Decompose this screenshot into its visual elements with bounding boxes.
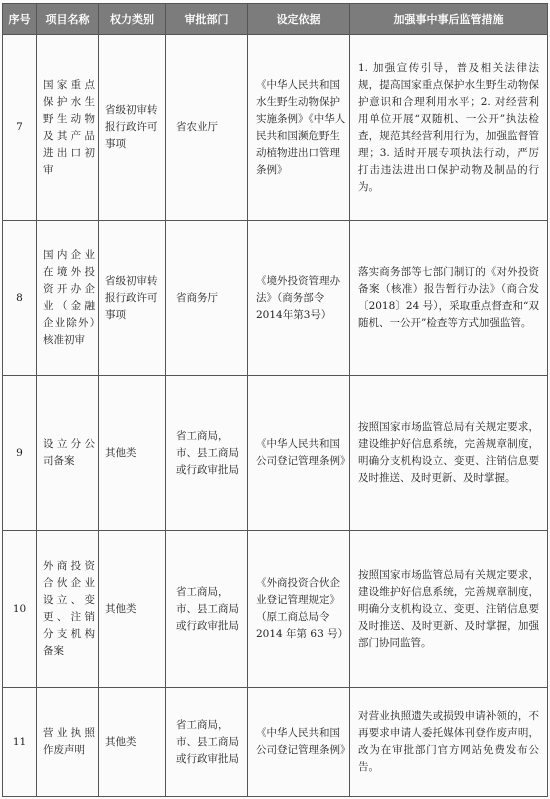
- row-approval-department: 省商务厅: [166, 221, 248, 376]
- row-serial-number: 9: [3, 376, 37, 531]
- header-serial-number: 序号: [3, 4, 37, 35]
- table-header-row: [3, 4, 548, 35]
- row-power-category: 省级初审转报行政许可事项: [99, 35, 166, 221]
- header-approval-department: 审批部门: [166, 4, 248, 35]
- header-power-category: 权力类别: [99, 4, 166, 35]
- row-approval-department: 省农业厅: [166, 35, 248, 221]
- table-row: [3, 35, 548, 221]
- row-approval-department: 省工商局，市、县工商局或行政审批局: [166, 376, 248, 531]
- row-legal-basis: 《外商投资合伙企业登记管理规定》（原工商总局令2014 年第 63 号）: [248, 531, 350, 688]
- row-supervision-measures: 按照国家市场监管总局有关规定要求，建设维护好信息系统，完善规章制度，明确分支机构设立、变更、注销信息要及时推送、及时更新、及时掌握，加强部门协同监管。: [350, 531, 548, 688]
- table-row: [3, 221, 548, 376]
- row-item-name: 设立分公司备案: [37, 376, 99, 531]
- table-row: [3, 688, 548, 797]
- row-power-category: 其他类: [99, 376, 166, 531]
- row-legal-basis: 《中华人民共和国公司登记管理条例》: [248, 688, 350, 797]
- regulation-table: [2, 3, 548, 797]
- table-row: [3, 531, 548, 688]
- row-item-name: 国家重点保护水生野生动物及其产品进出口初审: [37, 35, 99, 221]
- header-item-name: 项目名称: [37, 4, 99, 35]
- row-power-category: 其他类: [99, 531, 166, 688]
- row-item-name: 国内企业在境外投资开办企业（金融企业除外）核准初审: [37, 221, 99, 376]
- row-item-name: 外商投资合伙企业设立、变更、注销分支机构备案: [37, 531, 99, 688]
- row-supervision-measures: 落实商务部等七部门制订的《对外投资备案（核准）报告暂行办法》（商合发〔2018〕24 号），采取重点督查和“双随机、一公开”检查等方式加强监管。: [350, 221, 548, 376]
- table-row: [3, 376, 548, 531]
- row-supervision-measures: 按照国家市场监管总局有关规定要求，建设维护好信息系统，完善规章制度，明确分支机构设立、变更、注销信息要及时推送、及时更新、及时掌握。: [350, 376, 548, 531]
- row-serial-number: 11: [3, 688, 37, 797]
- row-power-category: 省级初审转报行政许可事项: [99, 221, 166, 376]
- header-legal-basis: 设定依据: [248, 4, 350, 35]
- row-supervision-measures: 对营业执照遗失或损毁申请补领的，不再要求申请人委托媒体刊登作废声明，改为在审批部门官方网站免费发布公告。: [350, 688, 548, 797]
- row-approval-department: 省工商局，市、县工商局或行政审批局: [166, 688, 248, 797]
- row-supervision-measures: 1. 加强宣传引导，普及相关法律法规，提高国家重点保护水生野生动物保护意识和合理利用水平；2. 对经营利用单位开展“双随机、一公开”执法检查，规范其经营利用行为，加强监督管理；3. 适时开展专项执法行动，严厉打击违法进出口保护动物及制品的行为。: [350, 35, 548, 221]
- row-serial-number: 8: [3, 221, 37, 376]
- row-legal-basis: 《中华人民共和国公司登记管理条例》: [248, 376, 350, 531]
- row-power-category: 其他类: [99, 688, 166, 797]
- row-approval-department: 省工商局，市、县工商局或行政审批局: [166, 531, 248, 688]
- row-serial-number: 7: [3, 35, 37, 221]
- header-supervision-measures: 加强事中事后监管措施: [350, 4, 548, 35]
- row-item-name: 营业执照作废声明: [37, 688, 99, 797]
- row-legal-basis: 《中华人民共和国水生野生动物保护实施条例》《中华人民共和国濒危野生动植物进出口管理条例》: [248, 35, 350, 221]
- row-legal-basis: 《境外投资管理办法》（商务部令2014年第3号）: [248, 221, 350, 376]
- row-serial-number: 10: [3, 531, 37, 688]
